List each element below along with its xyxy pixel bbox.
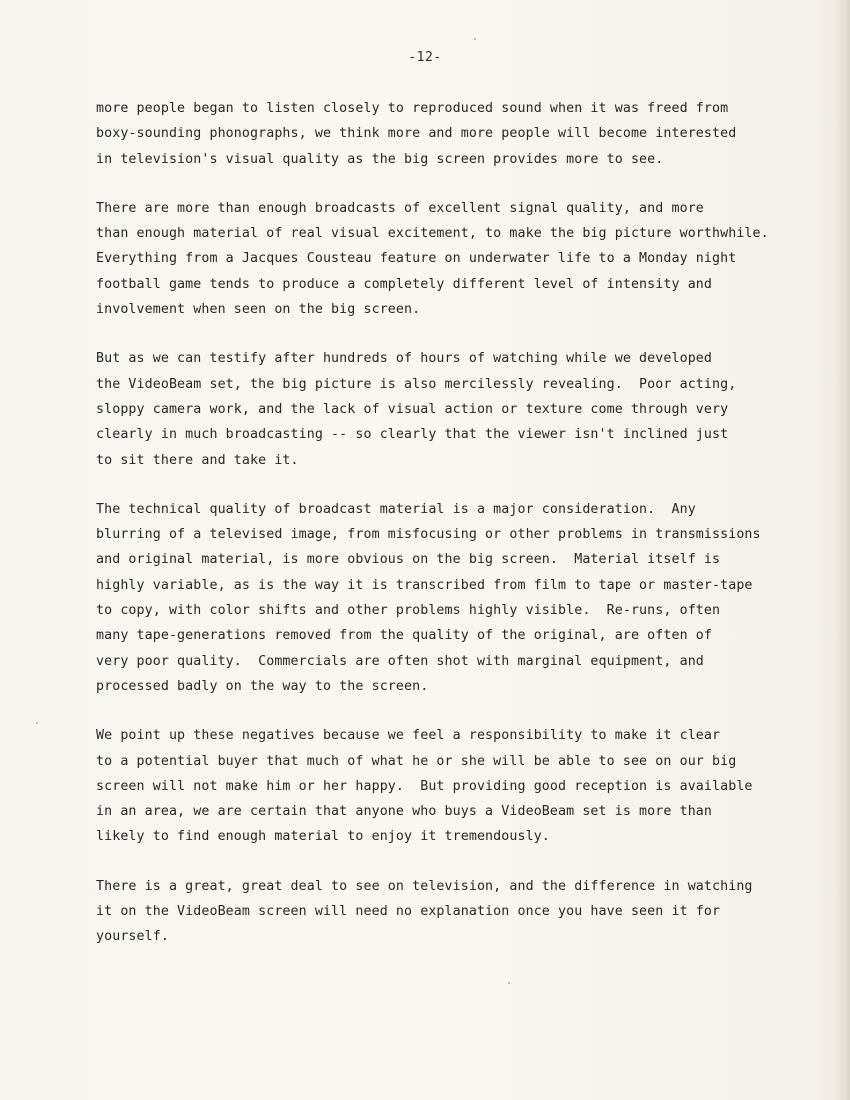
page-edge-shadow: [836, 0, 850, 1100]
text-line: Everything from a Jacques Cousteau feature on underwater life to a Monday night: [96, 251, 737, 267]
text-line: the VideoBeam set, the big picture is also mercilessly revealing. Poor acting,: [96, 376, 737, 392]
text-line: boxy-sounding phonographs, we think more and more people will become interested: [96, 126, 737, 142]
paragraph: [96, 874, 796, 950]
text-line: it on the VideoBeam screen will need no explanation once you have seen it for: [96, 904, 721, 920]
text-line: to sit there and take it.: [96, 452, 299, 468]
paragraph: [96, 346, 796, 472]
paper-speck: [508, 982, 510, 984]
text-line: We point up these negatives because we feel a responsibility to make it clear: [96, 728, 721, 744]
paragraph: [96, 196, 796, 322]
paper-speck: [36, 722, 38, 724]
text-line: very poor quality. Commercials are often shot with marginal equipment, and: [96, 653, 704, 669]
text-line: more people began to listen closely to reproduced sound when it was freed from: [96, 101, 729, 116]
text-line: and original material, is more obvious on the big screen. Material itself is: [96, 552, 721, 568]
text-line: There is a great, great deal to see on television, and the difference in watching: [96, 878, 753, 894]
paragraph: [96, 96, 796, 172]
text-line: highly variable, as is the way it is transcribed from film to tape or master-tape: [96, 577, 753, 593]
document-body: [96, 96, 796, 974]
text-line: sloppy camera work, and the lack of visual action or texture come through very: [96, 401, 729, 417]
text-line: than enough material of real visual excitement, to make the big picture worthwhile.: [96, 226, 769, 242]
text-line: in television's visual quality as the big screen provides more to see.: [96, 151, 664, 167]
text-line: in an area, we are certain that anyone who buys a VideoBeam set is more than: [96, 804, 713, 820]
text-line: many tape-generations removed from the quality of the original, are often of: [96, 628, 713, 644]
page-number: -12-: [408, 50, 442, 65]
text-line: yourself.: [96, 929, 169, 945]
text-line: clearly in much broadcasting -- so clearly that the viewer isn't inclined just: [96, 427, 729, 443]
text-line: The technical quality of broadcast material is a major consideration. Any: [96, 501, 696, 517]
text-line: football game tends to produce a completely different level of intensity and: [96, 276, 713, 292]
paragraph: [96, 723, 796, 849]
text-line: likely to find enough material to enjoy it tremendously.: [96, 829, 550, 845]
paper-speck: [474, 38, 476, 40]
text-line: involvement when seen on the big screen.: [96, 302, 421, 318]
text-line: processed badly on the way to the screen.: [96, 678, 429, 694]
text-line: blurring of a televised image, from misfocusing or other problems in transmissions: [96, 527, 761, 543]
text-line: screen will not make him or her happy. But providing good reception is available: [96, 778, 753, 794]
text-line: But as we can testify after hundreds of hours of watching while we developed: [96, 351, 713, 367]
paragraph: [96, 497, 796, 699]
text-line: to copy, with color shifts and other problems highly visible. Re-runs, often: [96, 603, 721, 619]
text-line: to a potential buyer that much of what he or she will be able to see on our big: [96, 753, 737, 769]
text-line: There are more than enough broadcasts of excellent signal quality, and more: [96, 200, 704, 216]
